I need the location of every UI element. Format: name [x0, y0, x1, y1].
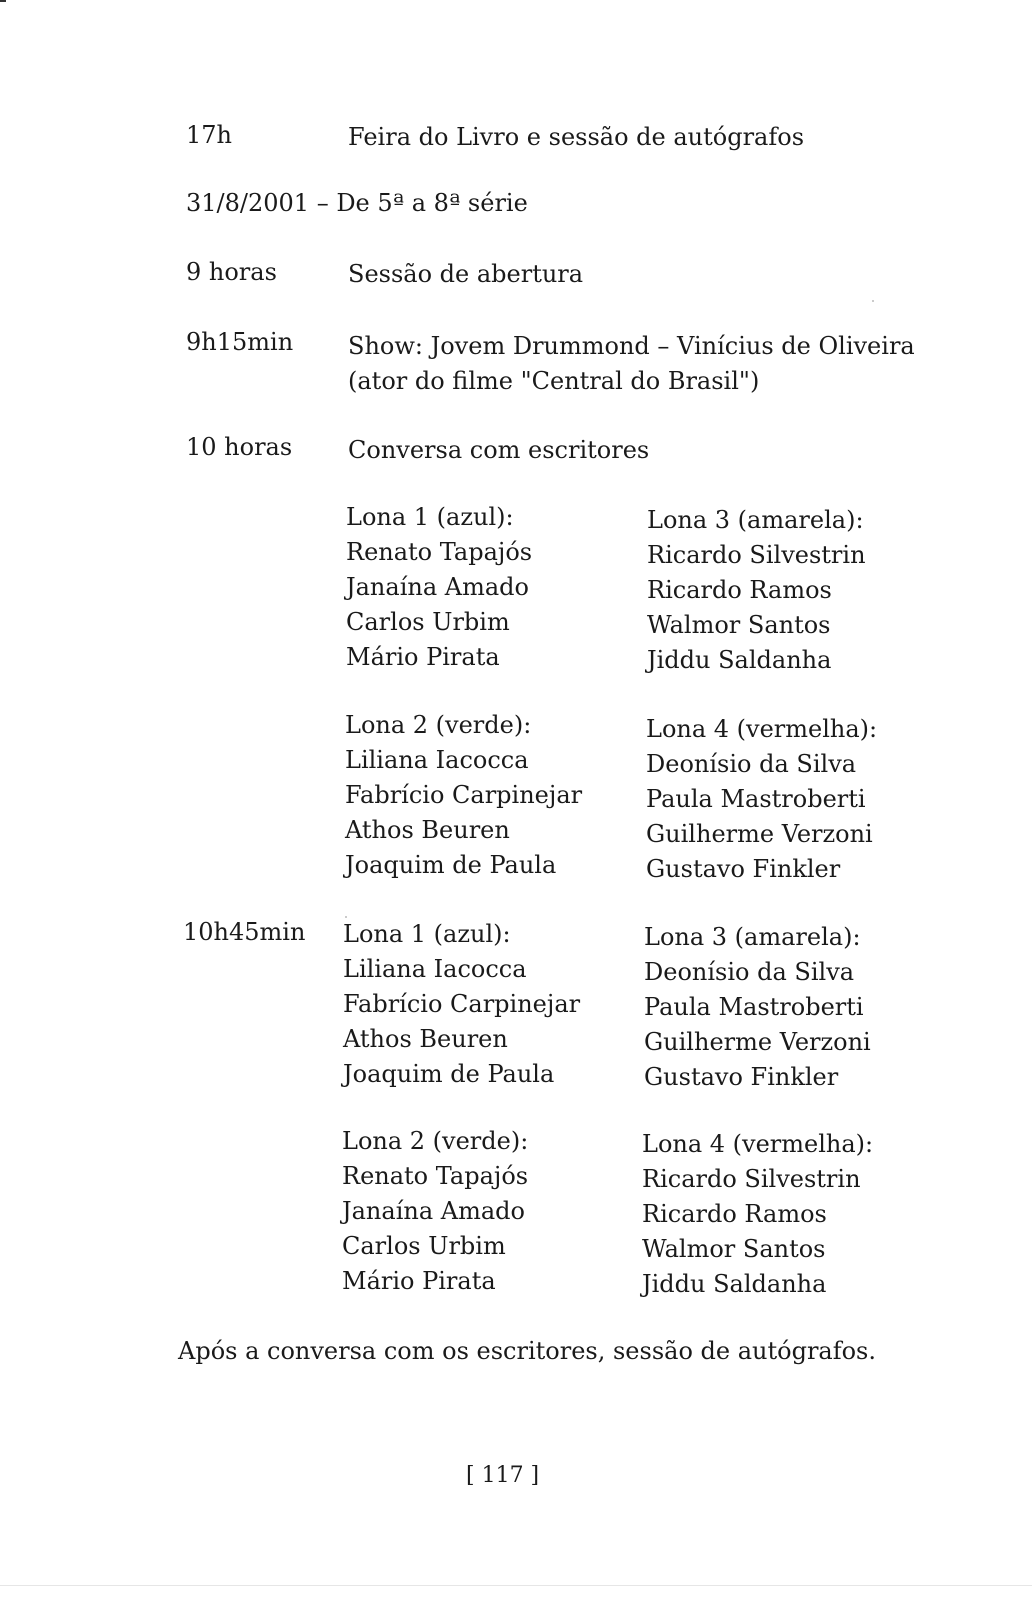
desc-9h15-line2: (ator do filme "Central do Brasil")	[348, 367, 760, 395]
lona3-amarela-10h45	[644, 920, 871, 1095]
scan-mark	[0, 0, 6, 2]
scan-speck	[872, 300, 874, 302]
lona4-vermelha-10h45	[642, 1127, 873, 1302]
desc-17h: Feira do Livro e sessão de autógrafos	[348, 123, 805, 151]
writer-name: Mário Pirata	[346, 643, 500, 671]
writer-name: Athos Beuren	[343, 1025, 508, 1053]
closing-note: Após a conversa com os escritores, sessão de autógrafos.	[178, 1337, 877, 1365]
writer-name: Ricardo Silvestrin	[647, 541, 866, 569]
writer-name: Renato Tapajós	[346, 538, 533, 566]
writer-name: Walmor Santos	[642, 1235, 826, 1263]
time-9h: 9 horas	[186, 258, 277, 286]
writer-name: Carlos Urbim	[342, 1232, 506, 1260]
writer-name: Guilherme Verzoni	[644, 1028, 871, 1056]
lona-title: Lona 4 (vermelha):	[642, 1130, 874, 1158]
writer-name: Janaína Amado	[346, 573, 529, 601]
writer-name: Deonísio da Silva	[644, 958, 855, 986]
writer-name: Mário Pirata	[342, 1267, 496, 1295]
writer-name: Fabrício Carpinejar	[345, 781, 583, 809]
writer-name: Fabrício Carpinejar	[343, 990, 581, 1018]
writer-name: Liliana Iacocca	[343, 955, 527, 983]
lona-title: Lona 4 (vermelha):	[646, 715, 878, 743]
time-17h: 17h	[186, 121, 232, 149]
lona-title: Lona 2 (verde):	[342, 1127, 529, 1155]
lona2-verde-10h45	[342, 1124, 528, 1299]
writer-name: Jiddu Saldanha	[642, 1270, 827, 1298]
lona3-amarela-10h	[647, 503, 866, 678]
lona-title: Lona 1 (azul):	[346, 503, 514, 531]
lona-title: Lona 1 (azul):	[343, 920, 511, 948]
lona-title: Lona 2 (verde):	[345, 711, 532, 739]
writer-name: Guilherme Verzoni	[646, 820, 873, 848]
writer-name: Deonísio da Silva	[646, 750, 857, 778]
writer-name: Paula Mastroberti	[646, 785, 866, 813]
writer-name: Gustavo Finkler	[646, 855, 841, 883]
lona-title: Lona 3 (amarela):	[644, 923, 861, 951]
writer-name: Carlos Urbim	[346, 608, 510, 636]
lona4-vermelha-10h	[646, 712, 877, 887]
writer-name: Walmor Santos	[647, 611, 831, 639]
lona1-azul-10h45	[343, 917, 580, 1092]
lona1-azul-10h	[346, 500, 532, 675]
writer-name: Ricardo Ramos	[642, 1200, 827, 1228]
writer-name: Ricardo Silvestrin	[642, 1165, 861, 1193]
writer-name: Janaína Amado	[342, 1197, 525, 1225]
writer-name: Paula Mastroberti	[644, 993, 864, 1021]
lona-title: Lona 3 (amarela):	[647, 506, 864, 534]
time-10h45: 10h45min	[183, 918, 306, 946]
desc-9h: Sessão de abertura	[348, 260, 584, 288]
page-number: [ 117 ]	[466, 1463, 540, 1488]
writer-name: Renato Tapajós	[342, 1162, 529, 1190]
writer-name: Jiddu Saldanha	[647, 646, 832, 674]
writer-name: Gustavo Finkler	[644, 1063, 839, 1091]
page-edge	[0, 1585, 1032, 1586]
lona2-verde-10h	[345, 708, 582, 883]
desc-9h15-line1: Show: Jovem Drummond – Vinícius de Oliveira	[348, 332, 915, 360]
time-10h: 10 horas	[186, 433, 293, 461]
writer-name: Joaquim de Paula	[345, 851, 557, 879]
writer-name: Athos Beuren	[345, 816, 510, 844]
writer-name: Joaquim de Paula	[343, 1060, 555, 1088]
day-heading: 31/8/2001 – De 5ª a 8ª série	[186, 189, 528, 217]
writer-name: Liliana Iacocca	[345, 746, 529, 774]
desc-10h: Conversa com escritores	[348, 436, 650, 464]
writer-name: Ricardo Ramos	[647, 576, 832, 604]
time-9h15: 9h15min	[186, 328, 294, 356]
